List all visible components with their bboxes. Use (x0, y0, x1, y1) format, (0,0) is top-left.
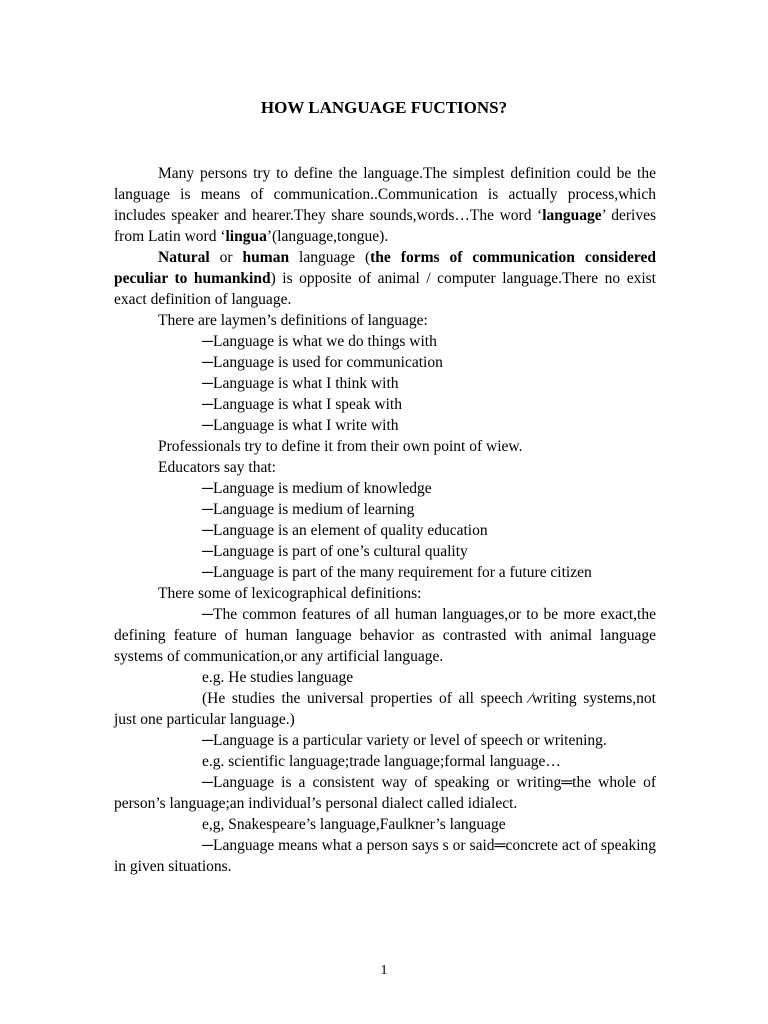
intro-paragraph (114, 163, 656, 247)
lexicographical-definition-1: ─The common features of all human languages,or to be more exact,the defining feature of human language behavior as contrasted with animal language systems of communication,or any artificial language. (114, 606, 656, 665)
educators-item: ─Language is medium of learning (202, 501, 415, 518)
lexicographical-definition-4: ─Language means what a person says s or said═concrete act of speaking in given situations. (114, 837, 656, 875)
educators-item: ─Language is part of one’s cultural quality (202, 543, 468, 560)
educators-item: ─Language is part of the many requirement for a future citizen (202, 564, 592, 581)
document-body (114, 163, 656, 877)
example-2: e.g. scientific language;trade language;formal language… (202, 753, 561, 770)
educators-intro: Educators say that: (158, 459, 276, 476)
term-lingua: lingua (225, 228, 267, 245)
laymen-item: ─Language is what I write with (202, 417, 399, 434)
professionals-line: Professionals try to define it from their own point of wiew. (158, 438, 523, 455)
page-title: HOW LANGUAGE FUCTIONS? (260, 98, 508, 117)
laymen-item: ─Language is what I speak with (202, 396, 402, 413)
example-1-note: (He studies the universal properties of all speech ⁄writing systems,not just one particular language.) (114, 690, 656, 728)
educators-item: ─Language is an element of quality education (202, 522, 488, 539)
page-number: 1 (380, 963, 388, 978)
natural-text-2: language ( (289, 249, 371, 266)
laymen-item: ─Language is what I think with (202, 375, 399, 392)
intro-text: Many persons try to define the language.The simplest definition could be the language is means of communication..Communication is actually process,which includes speaker and hearer.They share sounds,words…The word ‘ (114, 165, 656, 224)
lexicographical-intro: There some of lexicographical definitions: (158, 585, 422, 602)
laymen-intro: There are laymen’s definitions of language: (158, 312, 428, 329)
example-3: e,g, Snakespeare’s language,Faulkner’s language (202, 816, 506, 833)
intro-mid-text: ’ derives from Latin word ‘ (114, 207, 656, 245)
educators-item: ─Language is medium of knowledge (202, 480, 432, 497)
term-language: language (542, 207, 602, 224)
intro-end-text: ’(language,tongue). (266, 228, 389, 245)
term-natural: Natural (158, 249, 210, 266)
natural-text-1: or (209, 249, 243, 266)
laymen-item: ─Language is what we do things with (202, 333, 437, 350)
term-human: human (242, 249, 290, 266)
natural-language-paragraph (114, 247, 656, 310)
natural-text-3: ) is opposite of animal / computer language.There no exist exact definition of language. (114, 270, 656, 308)
example-1: e.g. He studies language (202, 669, 354, 686)
lexicographical-definition-2: ─Language is a particular variety or level of speech or writening. (202, 732, 607, 749)
laymen-item: ─Language is used for communication (202, 354, 443, 371)
term-definition: the forms of communication considered peculiar to humankind (114, 249, 657, 287)
lexicographical-definition-3: ─Language is a consistent way of speaking or writing═the whole of person’s language;an individual’s personal dialect called idialect. (114, 774, 656, 812)
